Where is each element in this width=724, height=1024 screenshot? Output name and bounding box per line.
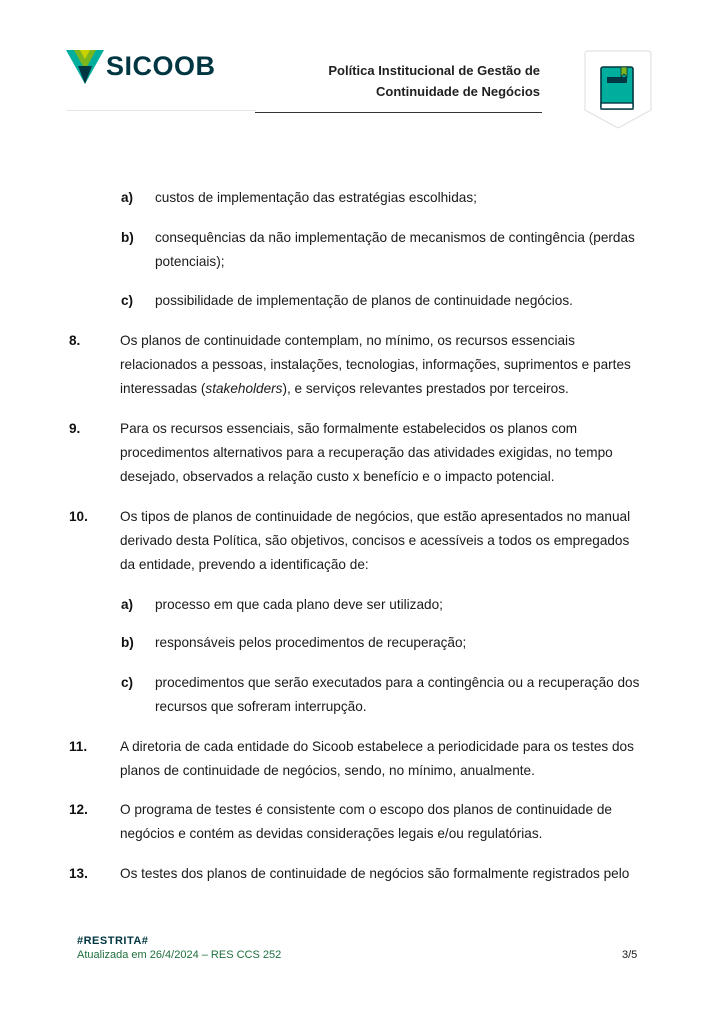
header-divider-left [66,110,256,111]
document-title-line-1: Política Institucional de Gestão de [328,63,540,78]
item-text: custos de implementação das estratégias escolhidas; [155,190,477,205]
item-marker: a) [121,190,134,205]
page-number: 3/5 [622,949,638,961]
item-marker: 13. [69,866,88,881]
sicoob-logo [66,48,226,88]
item-marker: 12. [69,802,88,817]
item-text: Para os recursos essenciais, são formalmente estabelecidos os planos com procedimentos alternativos para a recuperação das atividades exigidas, no tempo desejado, observados a relação custo x benefício e o impacto potencial. [120,421,613,484]
item-text: responsáveis pelos procedimentos de recuperação; [155,635,467,650]
item-text: possibilidade de implementação de planos de continuidade negócios. [155,293,573,308]
update-note: Atualizada em 26/4/2024 – RES CCS 252 [77,949,282,961]
item-marker: c) [121,675,134,690]
item-text: procedimentos que serão executados para a contingência ou a recuperação dos recursos que sofreram interrupção. [155,675,640,714]
sicoob-symbol-icon [66,50,104,84]
item-text: consequências da não implementação de mecanismos de contingência (perdas potenciais); [155,230,635,269]
classification-tag: #RESTRITA# [77,935,149,947]
item-marker: b) [121,230,134,245]
item-marker: a) [121,597,134,612]
item-text: Os testes dos planos de continuidade de negócios são formalmente registrados pelo [120,866,630,881]
item-marker: 8. [69,333,81,348]
book-icon [583,50,653,130]
item-marker: 11. [69,739,88,754]
item-marker: c) [121,293,134,308]
document-title [328,60,540,102]
item-text: Os planos de continuidade contemplam, no mínimo, os recursos essenciais relacionados a pessoas, instalações, tecnologias, informações, suprimentos e partes interessadas (stakeholders), e serviços relevantes prestados por terceiros. [120,333,631,396]
brand-wordmark: SICOOB [106,51,216,81]
item-marker: 9. [69,421,81,436]
item-marker: 10. [69,509,88,524]
document-title-line-2: Continuidade de Negócios [376,84,540,99]
item-text: processo em que cada plano deve ser utilizado; [155,597,443,612]
item-text: A diretoria de cada entidade do Sicoob estabelece a periodicidade para os testes dos planos de continuidade de negócios, sendo, no mínimo, anualmente. [120,739,634,778]
item-text: Os tipos de planos de continuidade de negócios, que estão apresentados no manual derivado desta Política, são objetivos, concisos e acessíveis a todos os empregados da entidade, prevendo a identificação de: [120,509,631,572]
book-badge [583,50,653,135]
header-rule [255,112,542,113]
item-marker: b) [121,635,134,650]
item-text: O programa de testes é consistente com o escopo dos planos de continuidade de negócios e contém as devidas considerações legais e/ou regulatórias. [120,802,612,841]
